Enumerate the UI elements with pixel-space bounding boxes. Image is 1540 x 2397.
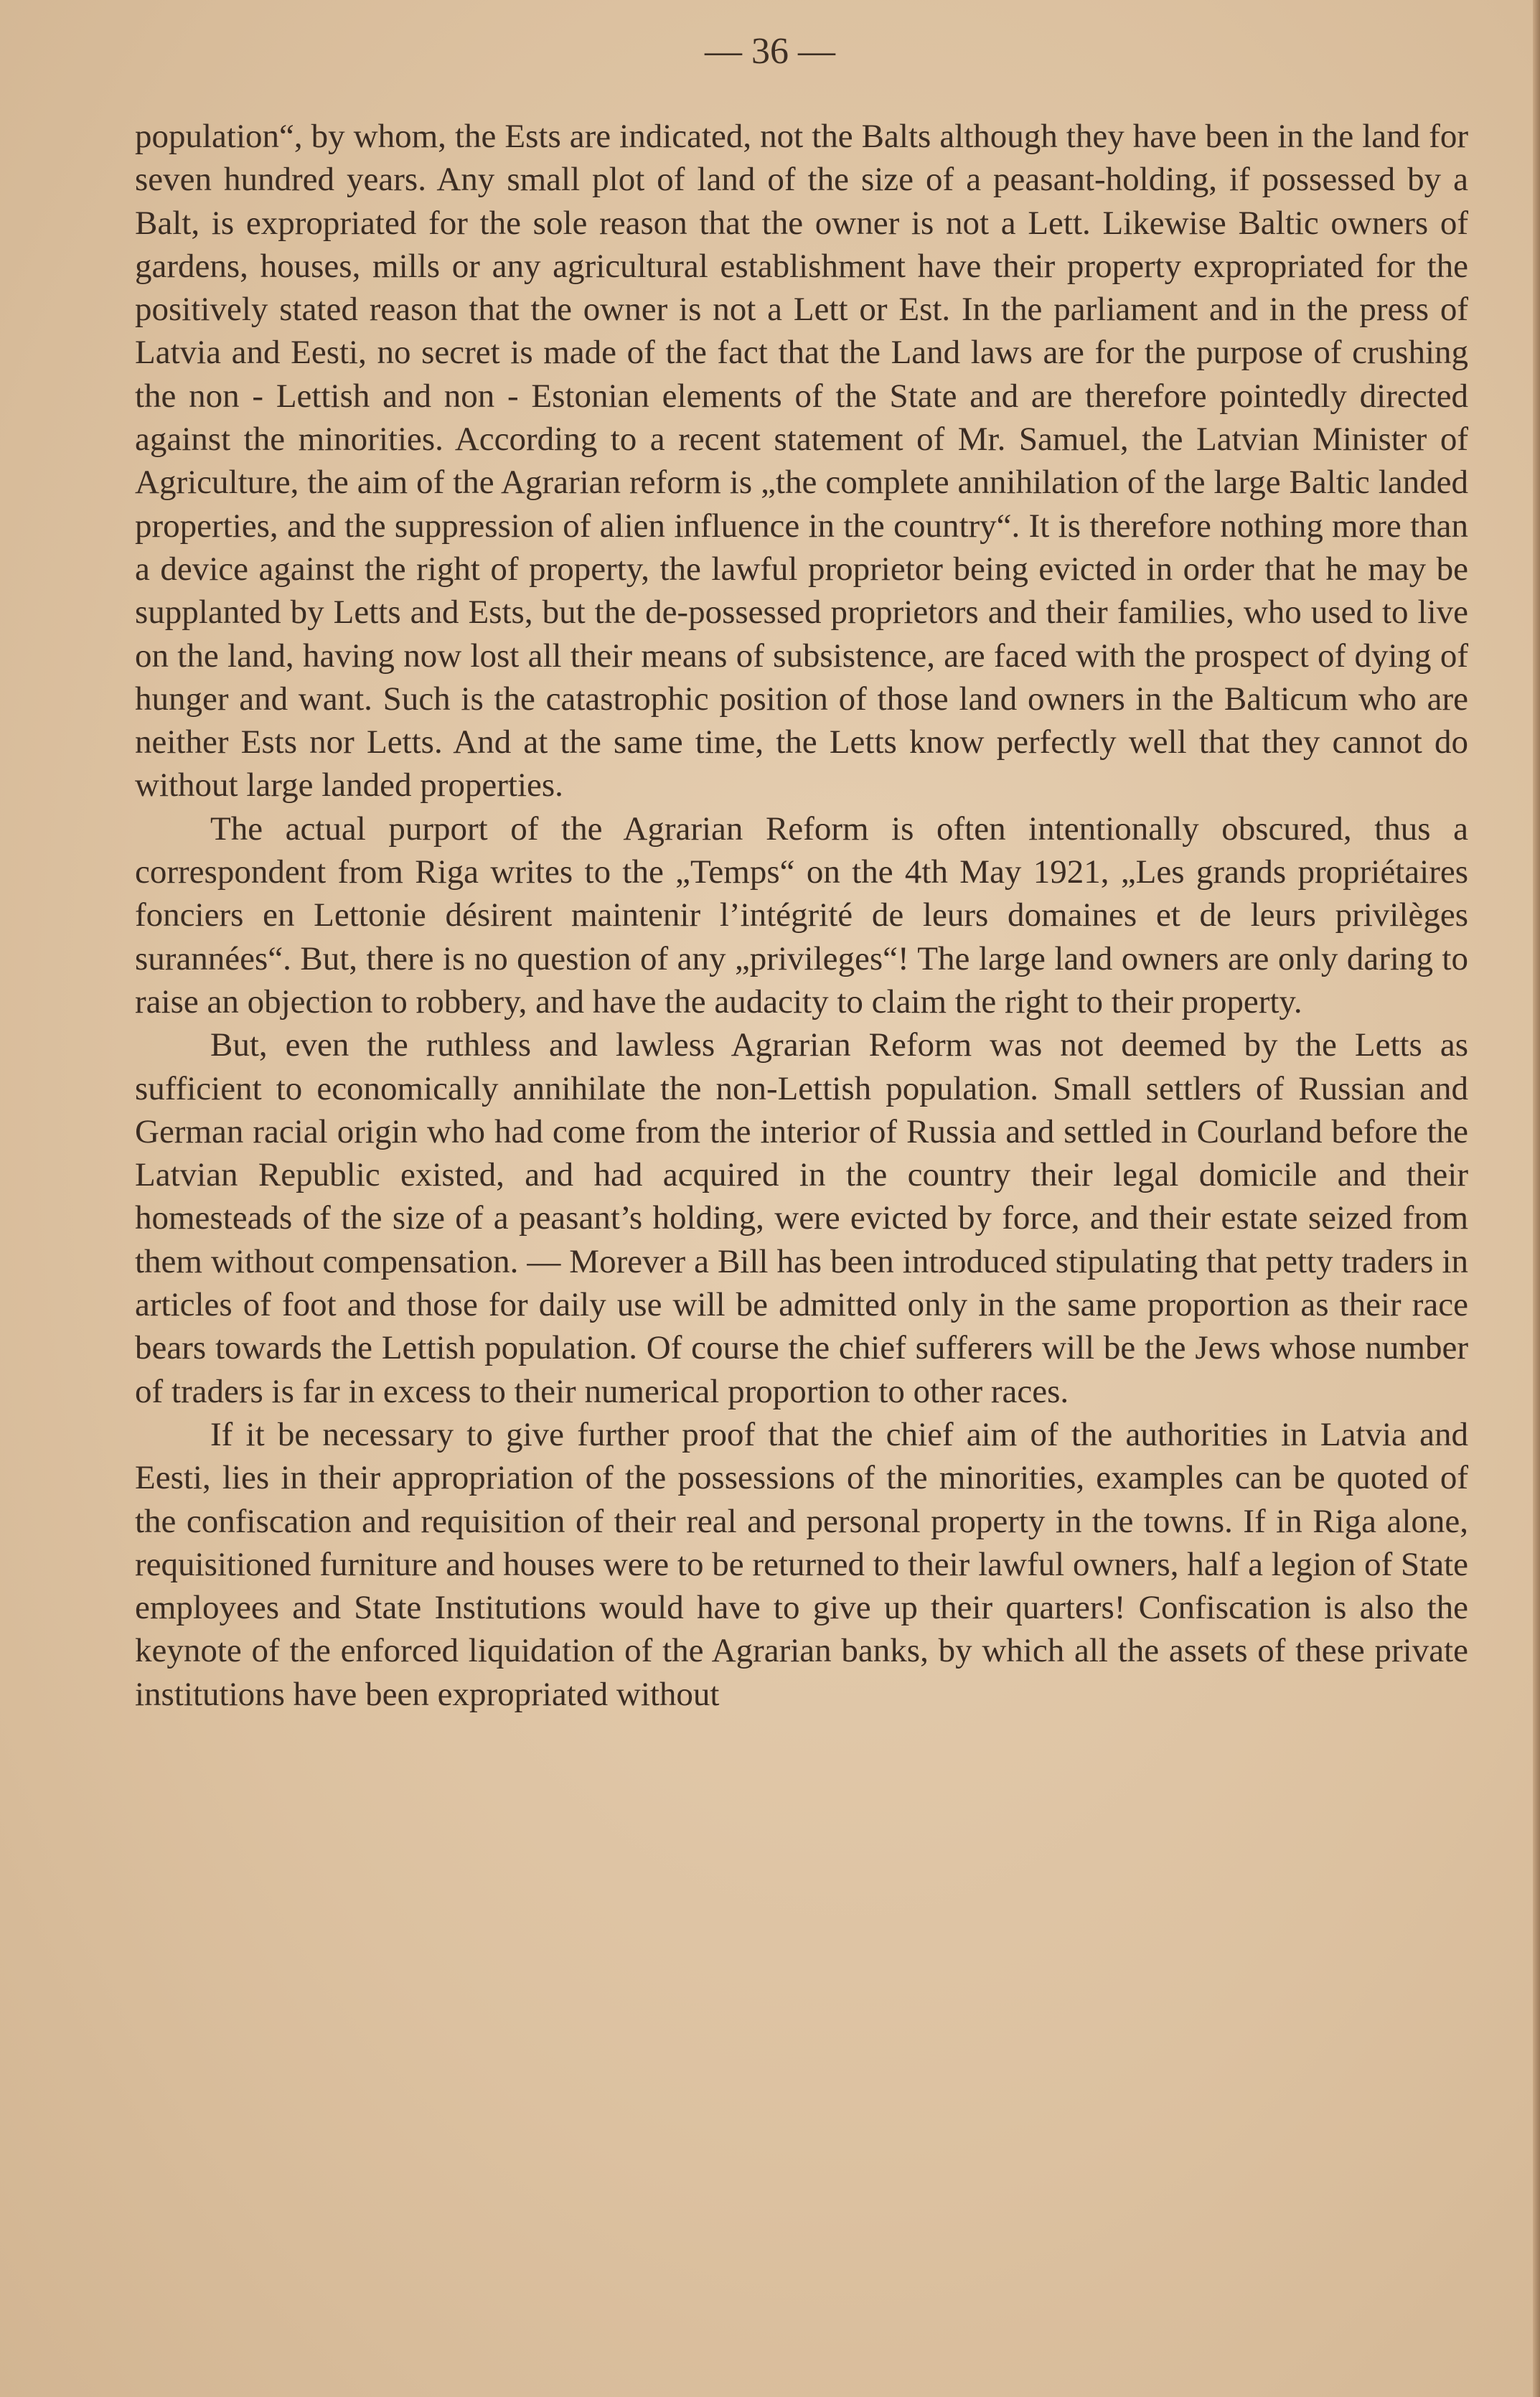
paragraph-4: If it be necessary to give further proof that the chief aim of the authorities in Latvia and Eesti, lies in their appropriation of the possessions of the minorities, examples can be quoted of the confiscation and requisition of their real and personal property in the towns. If in Riga alone, requisitioned furniture and houses were to be returned to their lawful owners, half a legion of State employees and State Institutions would have to give up their quarters! Confiscation is also the keynote of the enforced liquidation of the Agrarian banks, by which all the assets of these private institutions have been expropriated without — [135, 1415, 1468, 1713]
paragraph-1: population“, by whom, the Ests are indicated, not the Balts although they have been in the land for seven hundred years. Any small plot of land of the size of a peasant-holding, if possessed by a Balt, is expropriated for the sole reason that the owner is not a Lett. Likewise Baltic owners of gardens, houses, mills or any agricultural establishment have their property expropriated for the positively stated reason that the owner is not a Lett or Est. In the parliament and in the press of Latvia and Eesti, no secret is made of the fact that the Land laws are for the purpose of crushing the non - Lettish and non - Estonian elements of the State and are therefore pointedly directed against the minorities. According to a recent statement of Mr. Samuel, the Latvian Minister of Agriculture, the aim of the Agrarian reform is „the complete annihilation of the large Baltic landed properties, and the suppression of alien influence in the country“. It is therefore nothing more than a device against the right of property, the lawful proprietor being evicted in order that he may be supplanted by Letts and Ests, but the de-possessed proprietors and their families, who used to live on the land, having now lost all their means of subsistence, are faced with the prospect of dying of hunger and want. Such is the catastrophic position of those land owners in the Balticum who are neither Ests nor Letts. And at the same time, the Letts know perfectly well that they cannot do without large landed properties. — [135, 118, 1468, 805]
paragraph-3: But, even the ruthless and lawless Agrarian Reform was not deemed by the Letts as sufficient to economically annihilate the non-Lettish population. Small settlers of Russian and German racial origin who had come from the interior of Russia and settled in Courland before the Latvian Republic existed, and had acquired in the country their legal domicile and their homesteads of the size of a peasant’s holding, were evicted by force, and their estate seized from them without compensation. — Morever a Bill has been introduced stipulating that petty traders in articles of foot and those for daily use will be admitted only in the same proportion as their race bears towards the Lettish population. Of course the chief sufferers will be the Jews whose number of traders is far in excess to their numerical proportion to other races. — [135, 1026, 1468, 1410]
body-text — [135, 115, 1468, 1716]
page-edge — [1533, 0, 1540, 2397]
paragraph-2: The actual purport of the Agrarian Reform is often intentionally obscured, thus a correspondent from Riga writes to the „Temps“ on the 4th May 1921, „Les grands propriétaires fonciers en Lettonie désirent maintenir l’intégrité de leurs domaines et de leurs privilèges surannées“. But, there is no question of any „privileges“! The large land owners are only daring to raise an objection to robbery, and have the audacity to claim the right to their property. — [135, 810, 1468, 1021]
page-number: — 36 — — [705, 31, 835, 72]
